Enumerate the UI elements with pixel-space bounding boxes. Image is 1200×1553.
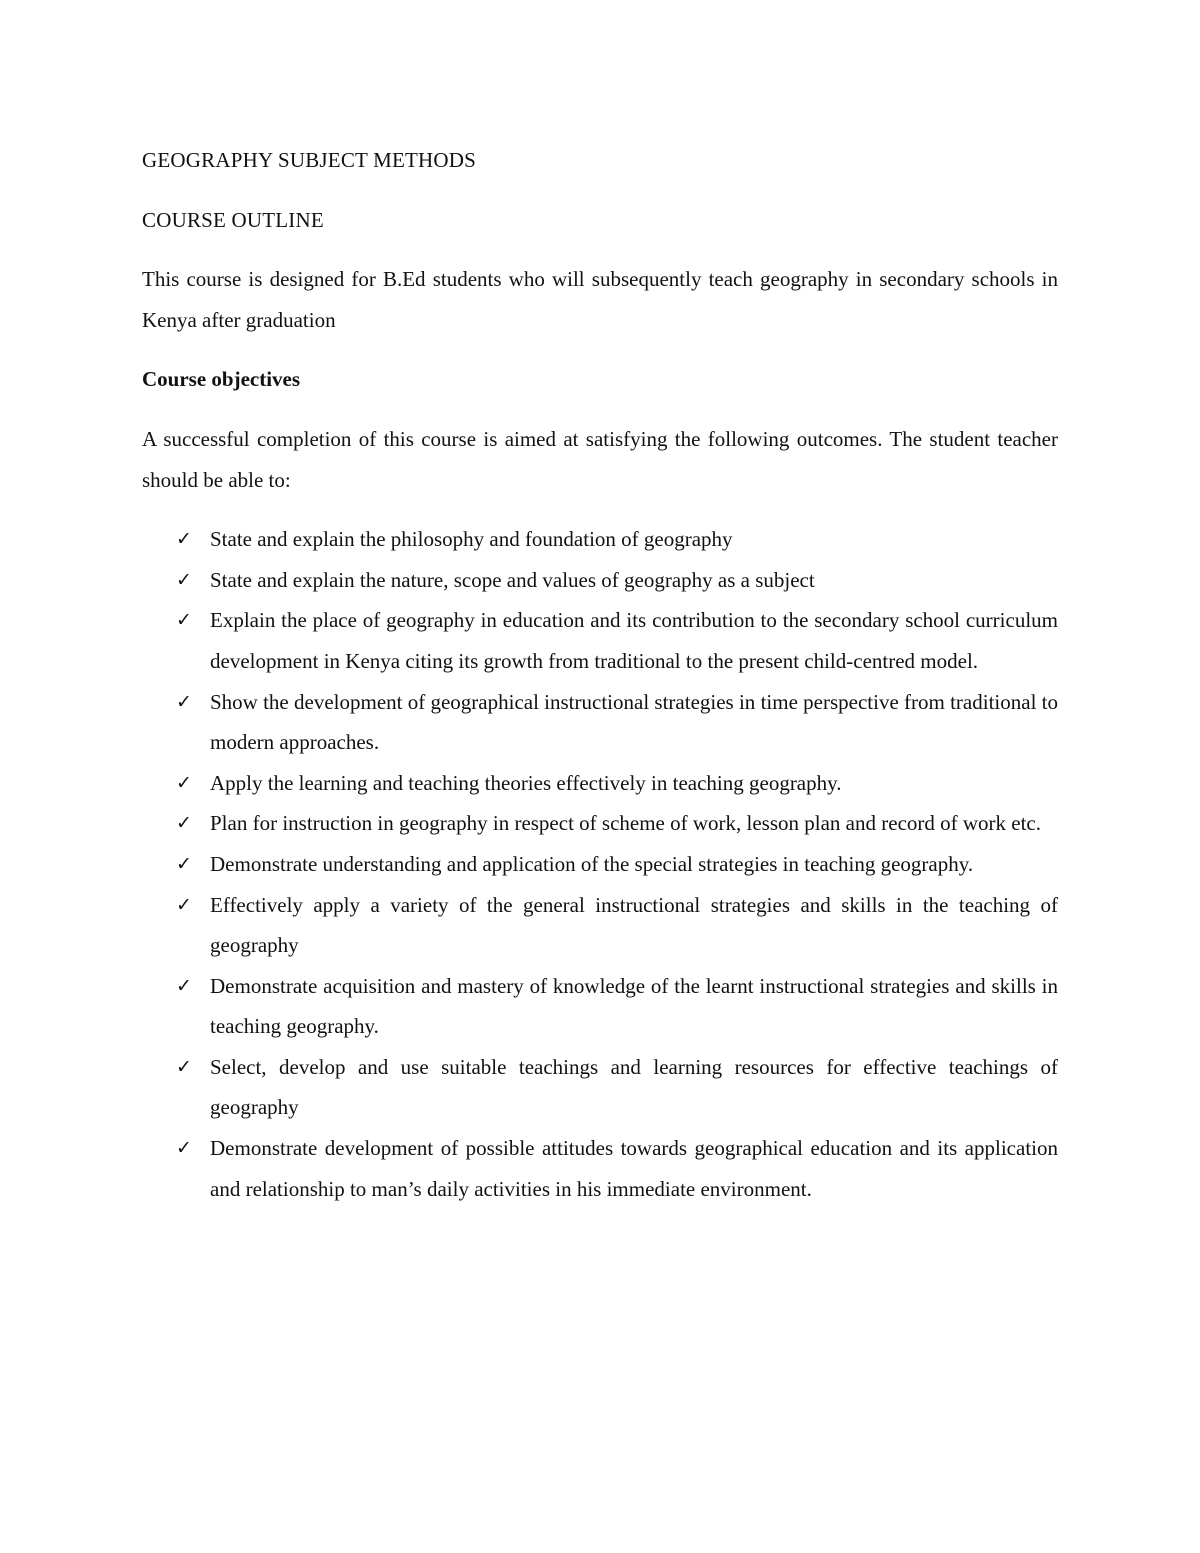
list-item [140, 682, 1058, 763]
objective-text: Select, develop and use suitable teachings and learning resources for effective teachings of geography [210, 1054, 1058, 1120]
list-item [140, 803, 1058, 844]
objective-text: Plan for instruction in geography in respect of scheme of work, lesson plan and record of work etc. [210, 811, 1042, 836]
objective-text: Demonstrate development of possible attitudes towards geographical education and its application and relationship to man’s daily activities in his immediate environment. [210, 1136, 1058, 1201]
objective-text: Apply the learning and teaching theories effectively in teaching geography. [210, 770, 842, 795]
list-item [140, 763, 1058, 804]
document-subtitle: COURSE OUTLINE [142, 207, 324, 232]
list-item [140, 560, 1058, 601]
list-item [140, 1128, 1058, 1209]
check-icon: ✓ [176, 852, 192, 875]
list-item [140, 885, 1058, 966]
check-icon: ✓ [176, 528, 192, 551]
list-item [140, 600, 1058, 681]
objectives-heading: Course objectives [142, 367, 301, 392]
list-item [140, 1047, 1058, 1128]
objectives-list [142, 519, 1058, 1209]
list-item [140, 844, 1058, 885]
objective-text: Show the development of geographical instructional strategies in time perspective from traditional to modern approaches. [210, 689, 1058, 755]
check-icon: ✓ [176, 812, 192, 835]
document-title: GEOGRAPHY SUBJECT METHODS [142, 148, 477, 172]
objective-text: Explain the place of geography in education and its contribution to the secondary school curriculum development in Kenya citing its growth from traditional to the present child-centred model. [210, 608, 1058, 673]
objective-text: State and explain the nature, scope and values of geography as a subject [210, 567, 815, 592]
check-icon: ✓ [176, 893, 192, 916]
check-icon: ✓ [176, 568, 192, 591]
check-icon: ✓ [176, 771, 192, 794]
check-icon: ✓ [176, 609, 192, 632]
check-icon: ✓ [176, 1137, 192, 1160]
objective-text: State and explain the philosophy and foundation of geography [210, 527, 733, 552]
list-item [140, 519, 1058, 560]
check-icon: ✓ [176, 690, 192, 713]
check-icon: ✓ [176, 1055, 192, 1078]
list-item [140, 966, 1058, 1047]
objective-text: Demonstrate understanding and application of the special strategies in teaching geography. [210, 851, 974, 876]
document-content [142, 140, 1058, 1209]
objectives-intro: A successful completion of this course is aimed at satisfying the following outcomes. The student teacher should be able to: [142, 426, 1058, 492]
objective-text: Demonstrate acquisition and mastery of knowledge of the learnt instructional strategies and skills in teaching geography. [210, 973, 1058, 1039]
check-icon: ✓ [176, 974, 192, 997]
objective-text: Effectively apply a variety of the general instructional strategies and skills in the teaching of geography [210, 892, 1058, 958]
intro-paragraph: This course is designed for B.Ed students who will subsequently teach geography in secondary schools in Kenya after graduation [142, 267, 1058, 332]
